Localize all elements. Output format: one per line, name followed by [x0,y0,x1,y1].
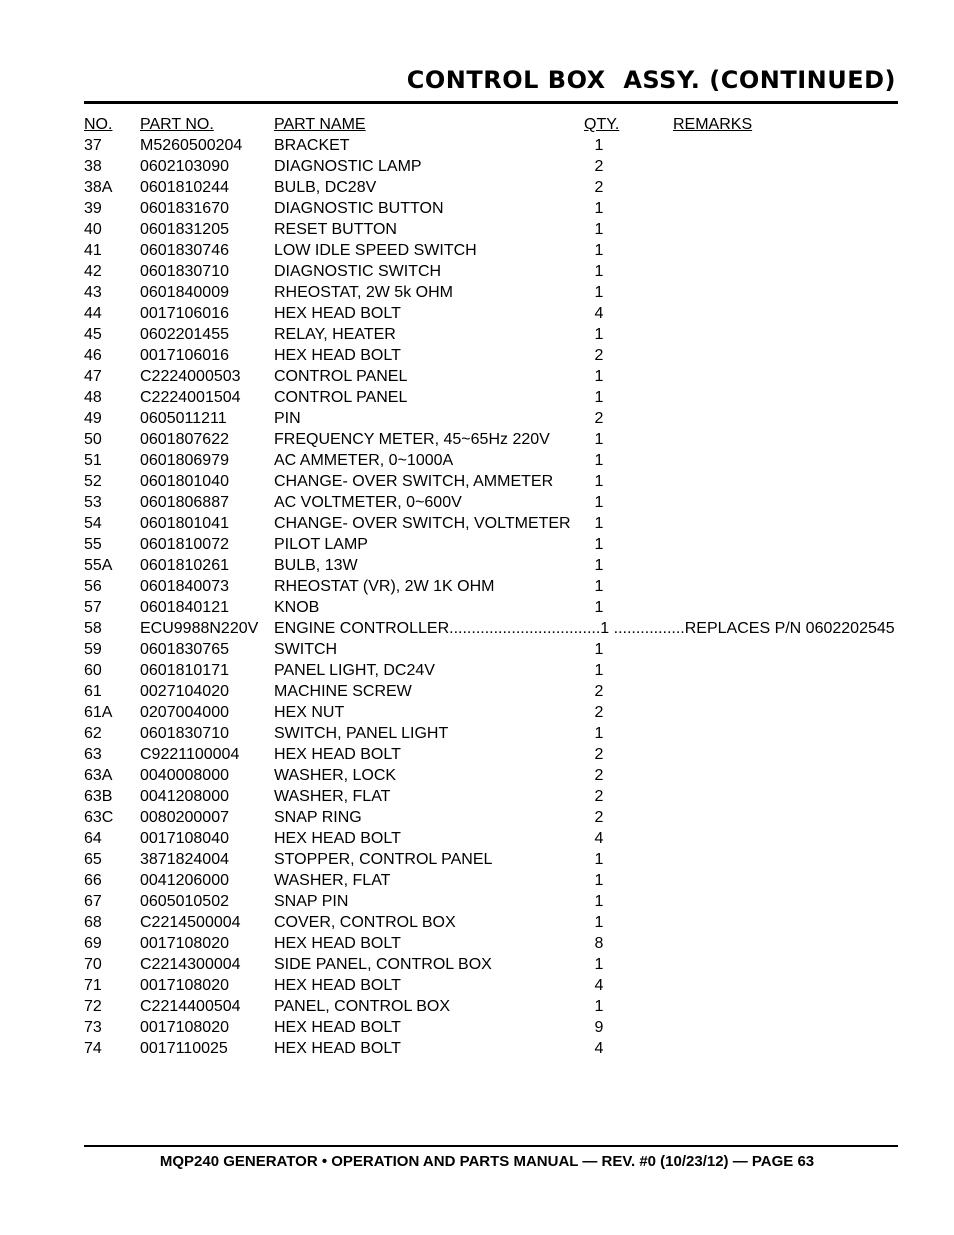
cell-no: 58 [84,620,102,637]
cell-part-name: DIAGNOSTIC BUTTON [274,200,444,217]
cell-part-name: RESET BUTTON [274,221,397,238]
cell-part-name: BULB, DC28V [274,179,377,196]
table-row [84,576,898,597]
cell-qty: 2 [594,158,604,175]
cell-part-name: FREQUENCY METER, 45~65Hz 220V [274,431,550,448]
table-row [84,366,898,387]
cell-no: 50 [84,431,102,448]
cell-part-no: 0207004000 [140,704,229,721]
cell-part-no: 0601831670 [140,200,229,217]
cell-no: 65 [84,851,102,868]
cell-part-name: WASHER, LOCK [274,767,397,784]
table-row [84,912,898,933]
table-row [84,324,898,345]
table-row [84,240,898,261]
table-row [84,1038,898,1059]
header-part-no: PART NO. [140,116,214,133]
cell-part-name: HEX HEAD BOLT [274,305,401,322]
cell-part-no: 0602103090 [140,158,229,175]
cell-part-name: PIN [274,410,301,427]
cell-qty: 1 [594,494,604,511]
cell-qty: 1 [594,578,604,595]
header-part-name: PART NAME [274,116,366,133]
cell-no: 38 [84,158,102,175]
table-row [84,723,898,744]
cell-part-name: HEX HEAD BOLT [274,1019,401,1036]
cell-part-no: 0017108040 [140,830,229,847]
cell-part-no: 0017108020 [140,1019,229,1036]
table-row [84,471,898,492]
cell-part-no: 0601801041 [140,515,229,532]
title-rule [84,101,898,104]
cell-no: 63 [84,746,102,763]
cell-qty: 4 [594,977,604,994]
page-footer: MQP240 GENERATOR • OPERATION AND PARTS MANUAL — REV. #0 (10/23/12) — PAGE 63 [159,1153,815,1170]
table-row [84,786,898,807]
cell-no: 63A [84,767,113,784]
cell-part-no: C2214300004 [140,956,241,973]
table-row [84,807,898,828]
cell-part-no: M5260500204 [140,137,243,154]
cell-part-name: PANEL LIGHT, DC24V [274,662,435,679]
table-row [84,870,898,891]
cell-part-no: 0601840073 [140,578,229,595]
cell-qty: 2 [594,179,604,196]
cell-part-no: 0601810171 [140,662,229,679]
cell-qty: 4 [594,830,604,847]
cell-qty: 1 [594,473,604,490]
cell-part-no: 0601810261 [140,557,229,574]
cell-no: 41 [84,242,102,259]
cell-no: 38A [84,179,113,196]
cell-no: 49 [84,410,102,427]
cell-part-no: 0601840009 [140,284,229,301]
cell-part-name: SNAP RING [274,809,362,826]
table-row [84,135,898,156]
table-row [84,534,898,555]
cell-part-no: 0017108020 [140,935,229,952]
cell-part-name: RELAY, HEATER [274,326,396,343]
cell-part-no: 0601830710 [140,725,229,742]
cell-qty: 2 [594,347,604,364]
table-row [84,744,898,765]
cell-part-name: STOPPER, CONTROL PANEL [274,851,493,868]
cell-no: 61 [84,683,102,700]
cell-part-no: 0601830710 [140,263,229,280]
cell-qty: 2 [594,746,604,763]
table-row [84,408,898,429]
cell-no: 42 [84,263,102,280]
page-title: CONTROL BOX ASSY. (CONTINUED) [406,66,896,94]
cell-part-name: SWITCH [274,641,338,658]
cell-part-no: 0601807622 [140,431,229,448]
table-body [84,135,898,1059]
cell-no: 64 [84,830,102,847]
cell-part-name: MACHINE SCREW [274,683,412,700]
cell-no: 46 [84,347,102,364]
table-row [84,1017,898,1038]
cell-part-name: COVER, CONTROL BOX [274,914,456,931]
table-row [84,597,898,618]
cell-no: 60 [84,662,102,679]
cell-qty: 1 [594,200,604,217]
table-row [84,891,898,912]
header-no: NO. [84,116,113,133]
cell-no: 72 [84,998,102,1015]
table-row [84,156,898,177]
parts-table [84,114,898,1059]
cell-qty: 1 [594,641,604,658]
cell-part-no: ECU9988N220V [140,620,259,637]
cell-qty: 2 [594,809,604,826]
cell-no: 73 [84,1019,102,1036]
table-header [84,114,898,135]
table-row [84,198,898,219]
cell-part-name: DIAGNOSTIC LAMP [274,158,422,175]
table-row [84,996,898,1017]
cell-part-name: AC AMMETER, 0~1000A [274,452,454,469]
cell-part-no: 3871824004 [140,851,229,868]
table-row [84,681,898,702]
cell-part-name: KNOB [274,599,320,616]
cell-part-name: SWITCH, PANEL LIGHT [274,725,449,742]
table-row [84,450,898,471]
cell-part-name: HEX HEAD BOLT [274,935,401,952]
cell-part-name: HEX HEAD BOLT [274,977,401,994]
cell-qty: 1 [594,452,604,469]
cell-qty: 1 [594,662,604,679]
table-row [84,513,898,534]
cell-no: 59 [84,641,102,658]
header-qty: QTY. [584,116,620,133]
cell-part-no: 0601830746 [140,242,229,259]
cell-no: 69 [84,935,102,952]
table-row [84,765,898,786]
table-row [84,975,898,996]
cell-no: 55A [84,557,113,574]
cell-no: 63B [84,788,113,805]
cell-part-no: 0041206000 [140,872,229,889]
cell-qty: 1 [594,536,604,553]
cell-no: 62 [84,725,102,742]
cell-part-name: CHANGE- OVER SWITCH, AMMETER [274,473,554,490]
cell-part-no: C2224001504 [140,389,241,406]
cell-qty: 1 [594,326,604,343]
table-row [84,828,898,849]
cell-part-no: 0601806979 [140,452,229,469]
cell-part-name: SIDE PANEL, CONTROL BOX [274,956,492,973]
table-row [84,177,898,198]
table-row [84,429,898,450]
cell-part-name: PANEL, CONTROL BOX [274,998,451,1015]
cell-no: 52 [84,473,102,490]
header-remarks: REMARKS [673,116,753,133]
cell-no: 37 [84,137,102,154]
cell-qty: 2 [594,410,604,427]
cell-no: 66 [84,872,102,889]
cell-qty: 1 [594,725,604,742]
cell-part-no: 0601830765 [140,641,229,658]
cell-qty: 1 [594,851,604,868]
cell-no: 63C [84,809,114,826]
cell-qty: 1 [594,242,604,259]
cell-no: 47 [84,368,102,385]
cell-part-name: WASHER, FLAT [274,788,391,805]
cell-no: 57 [84,599,102,616]
cell-qty: 1 [594,221,604,238]
cell-part-no: 0602201455 [140,326,229,343]
cell-no: 55 [84,536,102,553]
cell-part-name: RHEOSTAT (VR), 2W 1K OHM [274,578,495,595]
cell-part-no: C2214400504 [140,998,241,1015]
cell-no: 74 [84,1040,102,1057]
table-row [84,387,898,408]
table-row [84,639,898,660]
cell-part-name: HEX HEAD BOLT [274,347,401,364]
cell-qty: 2 [594,788,604,805]
cell-part-no: 0601806887 [140,494,229,511]
cell-part-no: 0601831205 [140,221,229,238]
cell-no: 39 [84,200,102,217]
cell-part-name: CONTROL PANEL [274,368,408,385]
cell-qty: 1 [594,515,604,532]
table-row [84,702,898,723]
cell-part-name: SNAP PIN [274,893,349,910]
cell-part-no: 0601840121 [140,599,229,616]
table-row [84,345,898,366]
cell-part-name: CHANGE- OVER SWITCH, VOLTMETER [274,515,571,532]
cell-part-name: ENGINE CONTROLLER..................................1 ................REPLACES P/N 0602202545 [274,620,895,637]
cell-qty: 2 [594,704,604,721]
cell-qty: 2 [594,767,604,784]
table-row [84,219,898,240]
table-row [84,849,898,870]
table-row [84,933,898,954]
cell-part-no: 0601801040 [140,473,229,490]
cell-no: 43 [84,284,102,301]
table-row [84,492,898,513]
cell-no: 56 [84,578,102,595]
cell-part-name: HEX NUT [274,704,345,721]
cell-part-no: 0017110025 [140,1040,228,1057]
cell-no: 45 [84,326,102,343]
cell-part-no: C2214500004 [140,914,241,931]
cell-part-no: 0017108020 [140,977,229,994]
cell-qty: 1 [594,284,604,301]
cell-no: 53 [84,494,102,511]
cell-qty: 1 [594,998,604,1015]
cell-qty: 1 [594,872,604,889]
cell-no: 51 [84,452,102,469]
cell-part-no: 0605011211 [140,410,227,427]
cell-qty: 1 [594,389,604,406]
cell-no: 44 [84,305,102,322]
cell-part-no: C2224000503 [140,368,241,385]
cell-qty: 1 [594,956,604,973]
table-row [84,660,898,681]
table-row [84,282,898,303]
cell-part-name: HEX HEAD BOLT [274,1040,401,1057]
table-row [84,555,898,576]
cell-part-name: HEX HEAD BOLT [274,830,401,847]
cell-qty: 9 [594,1019,604,1036]
cell-part-no: 0017106016 [140,305,229,322]
cell-qty: 8 [594,935,604,952]
cell-qty: 1 [594,137,604,154]
cell-part-no: 0017106016 [140,347,229,364]
cell-part-name: PILOT LAMP [274,536,368,553]
footer-rule [84,1145,898,1147]
cell-part-name: DIAGNOSTIC SWITCH [274,263,442,280]
cell-qty: 1 [594,914,604,931]
cell-qty: 1 [594,893,604,910]
table-row [84,261,898,282]
cell-part-name: RHEOSTAT, 2W 5k OHM [274,284,453,301]
cell-part-no: C9221100004 [140,746,240,763]
cell-qty: 1 [594,431,604,448]
cell-part-name: AC VOLTMETER, 0~600V [274,494,462,511]
cell-no: 70 [84,956,102,973]
table-row [84,303,898,324]
cell-no: 68 [84,914,102,931]
cell-no: 40 [84,221,102,238]
table-row [84,618,898,639]
cell-part-no: 0040008000 [140,767,229,784]
cell-part-no: 0601810072 [140,536,229,553]
cell-qty: 4 [594,305,604,322]
cell-no: 54 [84,515,102,532]
cell-no: 67 [84,893,102,910]
cell-no: 71 [84,977,102,994]
cell-qty: 1 [594,599,604,616]
cell-no: 61A [84,704,113,721]
cell-qty: 1 [594,263,604,280]
cell-no: 48 [84,389,102,406]
cell-part-name: WASHER, FLAT [274,872,391,889]
cell-part-no: 0080200007 [140,809,229,826]
cell-qty: 4 [594,1040,604,1057]
cell-part-no: 0027104020 [140,683,229,700]
cell-part-name: HEX HEAD BOLT [274,746,401,763]
cell-qty: 1 [594,368,604,385]
table-row [84,954,898,975]
cell-part-name: LOW IDLE SPEED SWITCH [274,242,477,259]
cell-part-no: 0601810244 [140,179,229,196]
cell-part-name: CONTROL PANEL [274,389,408,406]
cell-part-no: 0041208000 [140,788,229,805]
cell-qty: 1 [594,557,604,574]
cell-part-name: BULB, 13W [274,557,358,574]
cell-part-name: BRACKET [274,137,350,154]
cell-part-no: 0605010502 [140,893,229,910]
cell-qty: 2 [594,683,604,700]
